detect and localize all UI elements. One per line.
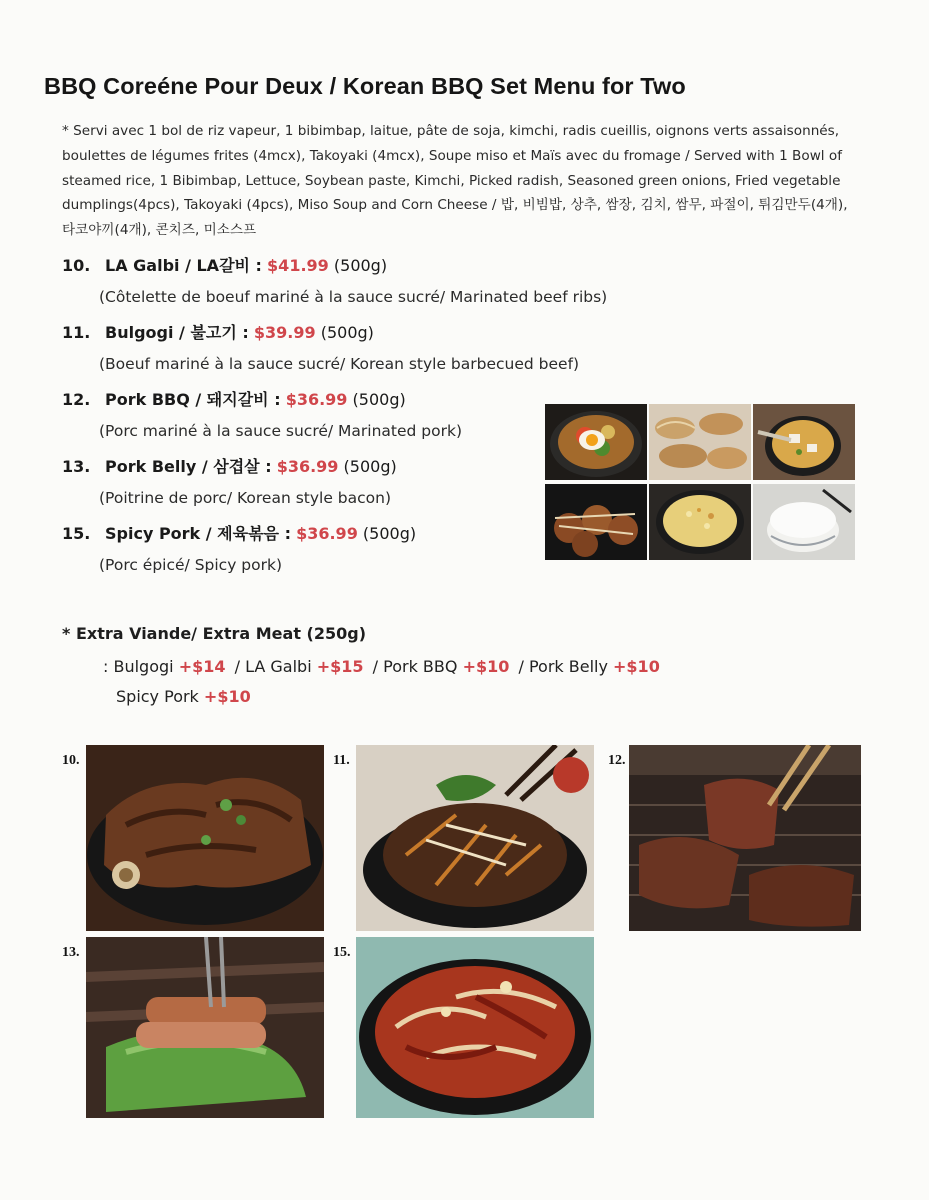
item-price: $41.99	[267, 256, 329, 275]
extra-meat-heading: * Extra Viande/ Extra Meat (250g)	[62, 624, 367, 643]
item-weight: (500g)	[320, 323, 374, 342]
extra-meat-price: +$14	[178, 657, 226, 676]
extra-meat-label: / Pork Belly	[518, 657, 608, 676]
menu-item-pork-belly	[62, 454, 397, 511]
la-galbi-photo	[86, 745, 324, 931]
item-price: $39.99	[253, 323, 316, 342]
corn-cheese-photo	[649, 484, 751, 560]
spicy-pork-photo	[356, 937, 594, 1118]
dumplings-photo	[649, 404, 751, 480]
extra-meat-label: : Bulgogi	[103, 657, 174, 676]
page-title: BBQ Coreéne Pour Deux / Korean BBQ Set Menu for Two	[44, 73, 686, 99]
item-description: (Côtelette de boeuf mariné à la sauce sucré/ Marinated beef ribs)	[99, 288, 608, 306]
extra-meat-price: +$10	[203, 687, 251, 706]
item-number: 12.	[62, 390, 91, 409]
item-weight: (500g)	[352, 390, 406, 409]
steamed-rice-photo	[753, 484, 855, 560]
pork-bbq-photo	[629, 745, 861, 931]
photo-label: 11.	[333, 753, 350, 768]
item-description: (Porc mariné à la sauce sucré/ Marinated pork)	[99, 422, 463, 440]
item-name: Bulgogi / 불고기 :	[105, 323, 249, 342]
item-weight: (500g)	[362, 524, 417, 543]
extra-meat-price: +$15	[316, 657, 364, 676]
extra-meat-prices-2	[116, 687, 255, 706]
pork-belly-photo	[86, 937, 324, 1118]
item-number: 13.	[62, 457, 91, 476]
item-weight: (500g)	[343, 457, 397, 476]
bulgogi-photo	[356, 745, 594, 931]
menu-item-la-galbi	[62, 253, 607, 310]
item-description: (Porc épicé/ Spicy pork)	[99, 556, 283, 574]
item-name: Pork BBQ / 돼지갈비 :	[105, 390, 281, 409]
item-description: (Poitrine de porc/ Korean style bacon)	[99, 489, 392, 507]
photo-label: 13.	[62, 945, 80, 960]
item-number: 15.	[62, 524, 91, 543]
item-number: 10.	[62, 256, 91, 275]
item-price: $36.99	[285, 390, 348, 409]
extra-meat-price: +$10	[613, 657, 660, 676]
menu-item-spicy-pork	[62, 521, 416, 578]
extra-meat-label: / LA Galbi	[234, 657, 312, 676]
bibimbap-photo	[545, 404, 647, 480]
photo-label: 10.	[62, 753, 80, 768]
item-name: Pork Belly / 삼겹살 :	[105, 457, 272, 476]
takoyaki-photo	[545, 484, 647, 560]
extra-meat-label: Spicy Pork	[116, 687, 199, 706]
miso-soup-photo	[753, 404, 855, 480]
extra-meat-prices	[103, 657, 664, 676]
set-includes-note: * Servi avec 1 bol de riz vapeur, 1 bibimbap, laitue, pâte de soja, kimchi, radis cueillis, oignons verts assaisonnés, boulettes de légumes frites (4mcx), Takoyaki (4mcx), Soupe miso et Maïs avec du fromage / Served with 1 Bowl of steamed rice, 1 Bibimbap, Lettuce, Soybean paste, Kimchi, Picked radish, Seasoned green onions, Fried vegetable dumplings(4pcs), Takoyaki (4pcs), Miso Soup and Corn Cheese / 밥, 비빔밥, 상추, 쌈장, 김치, 쌈무, 파절이, 튀김만두(4개), 타코야끼(4개), 콘치즈, 미소스프	[62, 123, 848, 239]
item-price: $36.99	[276, 457, 339, 476]
photo-label: 15.	[333, 945, 351, 960]
item-name: LA Galbi / LA갈비 :	[105, 256, 262, 275]
extra-meat-label: / Pork BBQ	[372, 657, 458, 676]
item-name: Spicy Pork / 제육볶음 :	[105, 524, 291, 543]
item-number: 11.	[62, 323, 91, 342]
item-weight: (500g)	[333, 256, 388, 275]
item-description: (Boeuf mariné à la sauce sucré/ Korean style barbecued beef)	[99, 355, 580, 373]
menu-item-pork-bbq	[62, 387, 462, 444]
side-dishes-collage	[545, 404, 856, 560]
extra-meat-price: +$10	[462, 657, 510, 676]
menu-item-bulgogi	[62, 320, 579, 377]
item-price: $36.99	[296, 524, 358, 543]
photo-label: 12.	[608, 753, 626, 768]
